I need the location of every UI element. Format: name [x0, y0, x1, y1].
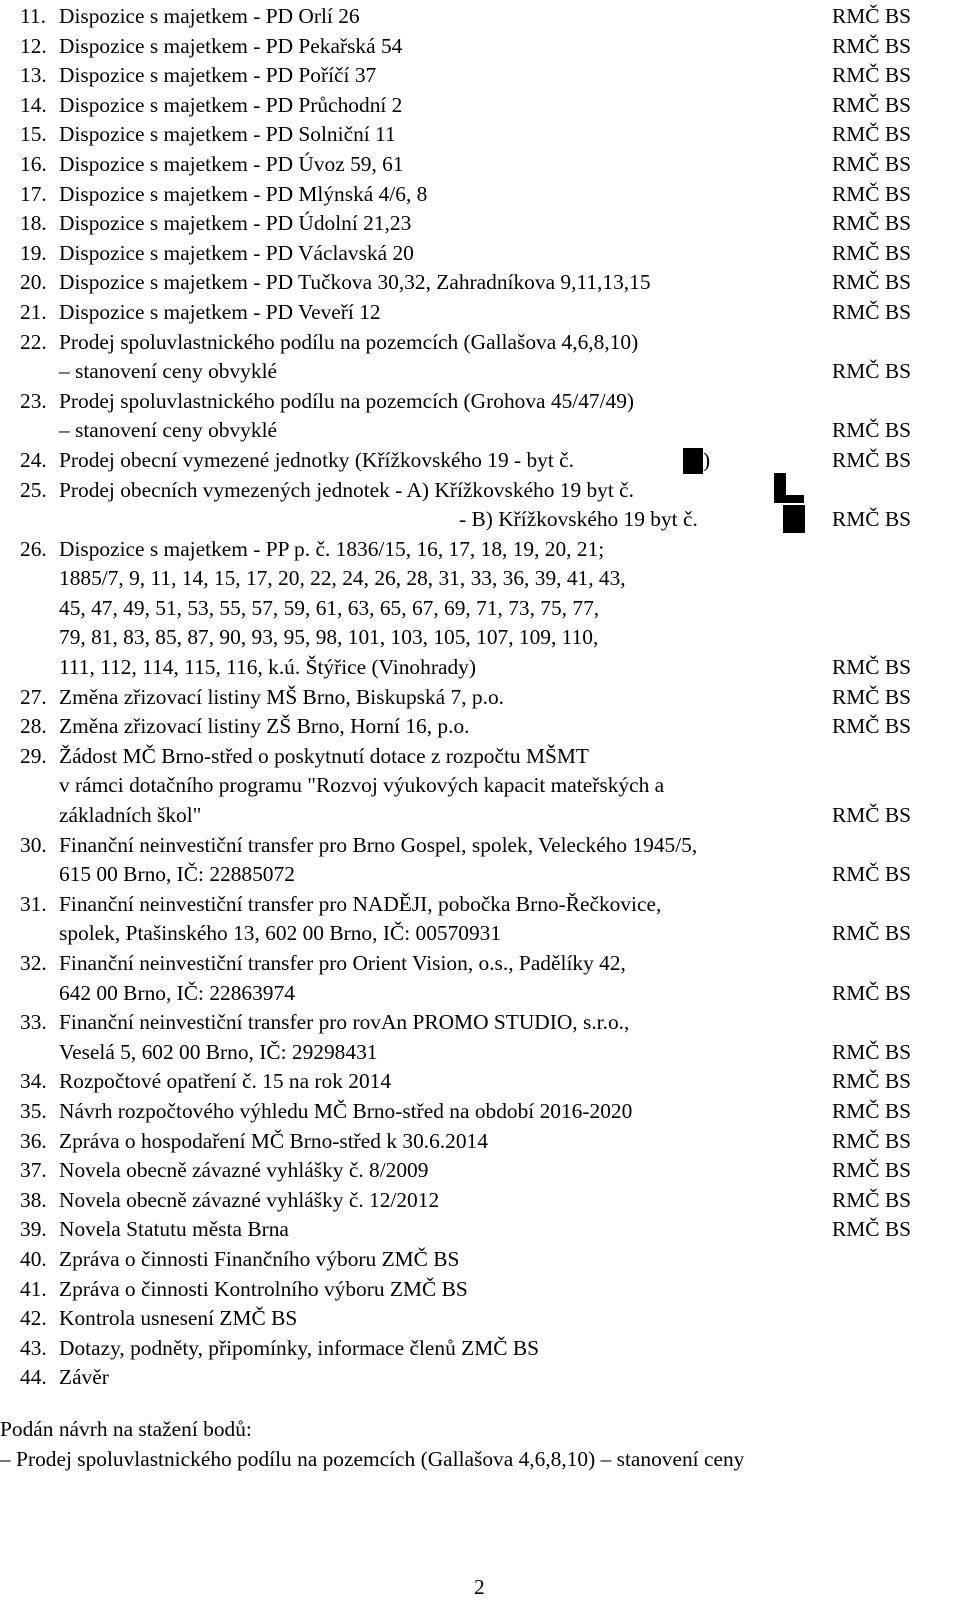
- item-number: 12.: [20, 33, 47, 58]
- item-text: Závěr: [59, 1365, 109, 1390]
- item-text-continued: – stanovení ceny obvyklé: [59, 418, 278, 443]
- agenda-item: [20, 683, 940, 713]
- item-number: 26.: [20, 536, 47, 561]
- item-number: 30.: [20, 832, 47, 857]
- item-text: Finanční neinvestiční transfer pro Orient Vision, o.s., Padělíky 42,: [59, 951, 626, 975]
- agenda-line: [20, 623, 940, 653]
- item-text: Novela Statutu města Brna: [59, 1217, 289, 1242]
- page-number: 2: [474, 1575, 485, 1599]
- agenda-line: [20, 180, 940, 210]
- item-number: 32.: [20, 951, 47, 975]
- item-text-suffix: ): [703, 447, 711, 472]
- agenda-item: [20, 180, 940, 210]
- agenda-line: [20, 357, 940, 387]
- item-number: 21.: [20, 299, 47, 324]
- agenda-item: [20, 298, 940, 328]
- agenda-line: [20, 476, 940, 506]
- item-authority: RMČ BS: [832, 1069, 912, 1094]
- agenda-item: [20, 446, 940, 476]
- item-authority: RMČ BS: [832, 1128, 912, 1153]
- agenda-line: [20, 890, 940, 920]
- agenda-item: [20, 1097, 940, 1127]
- item-authority: RMČ BS: [832, 655, 912, 680]
- agenda-line: [20, 1334, 940, 1364]
- item-authority: RMČ BS: [832, 33, 912, 58]
- agenda-line: [20, 298, 940, 328]
- agenda-item: [20, 32, 940, 62]
- item-number: 20.: [20, 270, 47, 295]
- item-number: 15.: [20, 122, 47, 147]
- agenda-line: [20, 535, 940, 565]
- agenda-line: [20, 742, 940, 772]
- agenda-item: [20, 1008, 940, 1067]
- agenda-item: [20, 91, 940, 121]
- item-number: 43.: [20, 1335, 47, 1360]
- agenda-item: [20, 1186, 940, 1216]
- item-authority: RMČ BS: [832, 122, 912, 147]
- item-number: 39.: [20, 1217, 47, 1242]
- agenda-line: [20, 564, 940, 594]
- agenda-line: [20, 831, 940, 861]
- item-authority: RMČ BS: [832, 4, 912, 28]
- item-number: 22.: [20, 329, 47, 354]
- agenda-line: [20, 979, 940, 1009]
- item-text: Kontrola usnesení ZMČ BS: [59, 1306, 298, 1331]
- item-text: Finanční neinvestiční transfer pro NADĚJI, pobočka Brno-Řečkovice,: [59, 891, 662, 916]
- item-text: Finanční neinvestiční transfer pro Brno Gospel, spolek, Veleckého 1945/5,: [59, 832, 698, 857]
- item-text-continued: - B) Křížkovského 19 byt č.: [459, 507, 698, 532]
- agenda-line: [20, 1097, 940, 1127]
- agenda-line: [20, 653, 940, 683]
- item-number: 19.: [20, 240, 47, 265]
- withdrawal-item: – Prodej spoluvlastnického podílu na pozemcích (Gallašova 4,6,8,10) – stanovení ceny: [0, 1447, 745, 1471]
- agenda-item: [20, 535, 940, 683]
- agenda-item: [20, 387, 940, 446]
- item-text: Dispozice s majetkem - PD Průchodní 2: [59, 92, 403, 117]
- item-text-continued: 615 00 Brno, IČ: 22885072: [59, 862, 295, 887]
- item-number: 29.: [20, 743, 47, 768]
- agenda-item: [20, 209, 940, 239]
- item-text: Dispozice s majetkem - PD Solniční 11: [59, 122, 396, 147]
- withdrawal-heading: Podán návrh na stažení bodů:: [0, 1417, 252, 1441]
- item-text: Prodej spoluvlastnického podílu na pozemcích (Gallašova 4,6,8,10): [59, 329, 639, 354]
- agenda-line: [20, 2, 940, 32]
- agenda-item: [20, 712, 940, 742]
- item-number: 17.: [20, 181, 47, 206]
- agenda-item: [20, 150, 940, 180]
- item-number: 14.: [20, 92, 47, 117]
- item-text: Dispozice s majetkem - PD Mlýnská 4/6, 8: [59, 181, 428, 206]
- item-text: Prodej obecní vymezené jednotky (Křížkovského 19 - byt č.: [59, 447, 575, 472]
- item-number: 34.: [20, 1069, 47, 1094]
- agenda-line: [20, 91, 940, 121]
- agenda-line: [20, 150, 940, 180]
- agenda-line: [20, 209, 940, 239]
- agenda-line: [20, 683, 940, 713]
- agenda-line: [20, 1245, 940, 1275]
- item-text-continued: 642 00 Brno, IČ: 22863974: [59, 980, 295, 1005]
- item-authority: RMČ BS: [832, 359, 912, 384]
- agenda-item: [20, 1156, 940, 1186]
- agenda-line: [20, 239, 940, 269]
- agenda-line: [20, 1304, 940, 1334]
- item-authority: RMČ BS: [832, 507, 912, 532]
- agenda-item: [20, 1304, 940, 1334]
- item-text-continued: Veselá 5, 602 00 Brno, IČ: 29298431: [59, 1039, 378, 1064]
- item-text: Prodej spoluvlastnického podílu na pozemcích (Grohova 45/47/49): [59, 388, 635, 413]
- item-authority: RMČ BS: [832, 1158, 912, 1183]
- item-number: 31.: [20, 891, 47, 916]
- agenda-item: [20, 268, 940, 298]
- withdrawal-note: [0, 1414, 940, 1474]
- item-text-continued: základních škol": [59, 803, 202, 828]
- item-authority: RMČ BS: [832, 980, 912, 1005]
- item-text: Novela obecně závazné vyhlášky č. 8/2009: [59, 1158, 429, 1183]
- item-text: Změna zřizovací listiny ZŠ Brno, Horní 16, p.o.: [59, 714, 470, 739]
- item-text: Dispozice s majetkem - PD Poříčí 37: [59, 63, 377, 88]
- item-authority: RMČ BS: [832, 270, 912, 295]
- item-number: 35.: [20, 1098, 47, 1123]
- item-text: Dispozice s majetkem - PD Veveří 12: [59, 299, 381, 324]
- agenda-line: [20, 1275, 940, 1305]
- agenda-item: [20, 1334, 940, 1364]
- agenda-line: [20, 328, 940, 358]
- item-authority: RMČ BS: [832, 63, 912, 88]
- item-text: Prodej obecních vymezených jednotek - A) Křížkovského 19 byt č.: [59, 477, 635, 502]
- item-authority: RMČ BS: [832, 862, 912, 887]
- agenda-line: [20, 1363, 940, 1393]
- item-number: 24.: [20, 447, 47, 472]
- item-authority: RMČ BS: [832, 1098, 912, 1123]
- agenda-line: [20, 1067, 940, 1097]
- item-number: 42.: [20, 1306, 47, 1331]
- agenda-line: [20, 801, 940, 831]
- item-authority: RMČ BS: [832, 447, 912, 472]
- agenda-line: [20, 712, 940, 742]
- agenda-line: [20, 1038, 940, 1068]
- item-text: Dotazy, podněty, připomínky, informace členů ZMČ BS: [59, 1335, 540, 1360]
- agenda-item: [20, 1127, 940, 1157]
- item-text-continued: 79, 81, 83, 85, 87, 90, 93, 95, 98, 101, 103, 105, 107, 109, 110,: [59, 625, 599, 650]
- item-number: 33.: [20, 1010, 47, 1035]
- item-text: Žádost MČ Brno-střed o poskytnutí dotace z rozpočtu MŠMT: [59, 743, 589, 768]
- redaction-block: [683, 448, 703, 474]
- item-text-continued: v rámci dotačního programu "Rozvoj výukových kapacit mateřských a: [59, 773, 665, 798]
- item-number: 11.: [20, 4, 46, 28]
- item-text-continued: 1885/7, 9, 11, 14, 15, 17, 20, 22, 24, 26, 28, 31, 33, 36, 39, 41, 43,: [59, 566, 626, 591]
- agenda-line: [20, 1215, 940, 1245]
- item-number: 41.: [20, 1276, 47, 1301]
- agenda-line: [20, 120, 940, 150]
- agenda-line: [20, 387, 940, 417]
- item-text: Rozpočtové opatření č. 15 na rok 2014: [59, 1069, 392, 1094]
- item-authority: RMČ BS: [832, 151, 912, 176]
- agenda-line: [20, 919, 940, 949]
- agenda-item: [20, 476, 940, 535]
- item-number: 37.: [20, 1158, 47, 1183]
- item-number: 25.: [20, 477, 47, 502]
- item-text: Dispozice s majetkem - PD Údolní 21,23: [59, 211, 412, 236]
- item-text: Finanční neinvestiční transfer pro rovAn PROMO STUDIO, s.r.o.,: [59, 1010, 630, 1035]
- agenda-line: [20, 416, 940, 446]
- agenda-line: [20, 505, 940, 535]
- agenda-item: [20, 1363, 940, 1393]
- agenda-item: [20, 1067, 940, 1097]
- agenda-line: [20, 1127, 940, 1157]
- item-text: Zpráva o činnosti Finančního výboru ZMČ BS: [59, 1246, 460, 1271]
- item-text: Dispozice s majetkem - PD Pekařská 54: [59, 33, 403, 58]
- item-authority: RMČ BS: [832, 418, 912, 443]
- item-authority: RMČ BS: [832, 92, 912, 117]
- agenda-item: [20, 949, 940, 1008]
- item-text-continued: – stanovení ceny obvyklé: [59, 359, 278, 384]
- item-authority: RMČ BS: [832, 921, 912, 946]
- item-number: 13.: [20, 63, 47, 88]
- agenda-line: [20, 446, 940, 476]
- agenda-line: [20, 949, 940, 979]
- item-number: 40.: [20, 1246, 47, 1271]
- agenda-item: [20, 239, 940, 269]
- agenda-line: [20, 32, 940, 62]
- item-number: 38.: [20, 1187, 47, 1212]
- item-text-continued: 45, 47, 49, 51, 53, 55, 57, 59, 61, 63, 65, 67, 69, 71, 73, 75, 77,: [59, 595, 600, 620]
- agenda-item: [20, 1215, 940, 1245]
- agenda-line: [20, 268, 940, 298]
- item-authority: RMČ BS: [832, 684, 912, 709]
- item-text: Dispozice s majetkem - PD Tučkova 30,32, Zahradníkova 9,11,13,15: [59, 270, 651, 295]
- item-number: 16.: [20, 151, 47, 176]
- redaction-block: [783, 505, 805, 533]
- agenda-item: [20, 742, 940, 831]
- item-text: Změna zřizovací listiny MŠ Brno, Biskupská 7, p.o.: [59, 684, 504, 709]
- agenda-line: [20, 61, 940, 91]
- item-text: Zpráva o činnosti Kontrolního výboru ZMČ BS: [59, 1276, 468, 1301]
- item-authority: RMČ BS: [832, 181, 912, 206]
- agenda-line: [20, 860, 940, 890]
- item-text: Dispozice s majetkem - PD Úvoz 59, 61: [59, 151, 404, 176]
- item-authority: RMČ BS: [832, 211, 912, 236]
- agenda-line: [20, 1156, 940, 1186]
- item-number: 36.: [20, 1128, 47, 1153]
- agenda-item: [20, 2, 940, 32]
- agenda-item: [20, 328, 940, 387]
- agenda-list: [20, 2, 940, 1393]
- agenda-line: [20, 1008, 940, 1038]
- item-text-continued: 111, 112, 114, 115, 116, k.ú. Štýřice (Vinohrady): [59, 655, 476, 680]
- agenda-item: [20, 831, 940, 890]
- item-number: 28.: [20, 714, 47, 739]
- item-number: 18.: [20, 211, 47, 236]
- item-text: Zpráva o hospodaření MČ Brno-střed k 30.6.2014: [59, 1128, 488, 1153]
- agenda-item: [20, 1245, 940, 1275]
- item-text: Návrh rozpočtového výhledu MČ Brno-střed na období 2016-2020: [59, 1098, 633, 1123]
- agenda-item: [20, 890, 940, 949]
- redaction-block: [774, 495, 804, 503]
- agenda-line: [20, 594, 940, 624]
- item-number: 44.: [20, 1365, 47, 1390]
- item-authority: RMČ BS: [832, 299, 912, 324]
- item-authority: RMČ BS: [832, 1187, 912, 1212]
- agenda-item: [20, 1275, 940, 1305]
- item-number: 23.: [20, 388, 47, 413]
- item-authority: RMČ BS: [832, 1217, 912, 1242]
- agenda-item: [20, 120, 940, 150]
- item-text: Dispozice s majetkem - PP p. č. 1836/15, 16, 17, 18, 19, 20, 21;: [59, 536, 605, 561]
- item-number: 27.: [20, 684, 47, 709]
- item-authority: RMČ BS: [832, 714, 912, 739]
- item-authority: RMČ BS: [832, 240, 912, 265]
- item-text: Dispozice s majetkem - PD Václavská 20: [59, 240, 414, 265]
- item-text-continued: spolek, Ptašinského 13, 602 00 Brno, IČ: 00570931: [59, 921, 502, 946]
- agenda-line: [20, 771, 940, 801]
- item-text: Novela obecně závazné vyhlášky č. 12/2012: [59, 1187, 440, 1212]
- agenda-item: [20, 61, 940, 91]
- item-text: Dispozice s majetkem - PD Orlí 26: [59, 4, 360, 28]
- item-authority: RMČ BS: [832, 1039, 912, 1064]
- agenda-line: [20, 1186, 940, 1216]
- item-authority: RMČ BS: [832, 803, 912, 828]
